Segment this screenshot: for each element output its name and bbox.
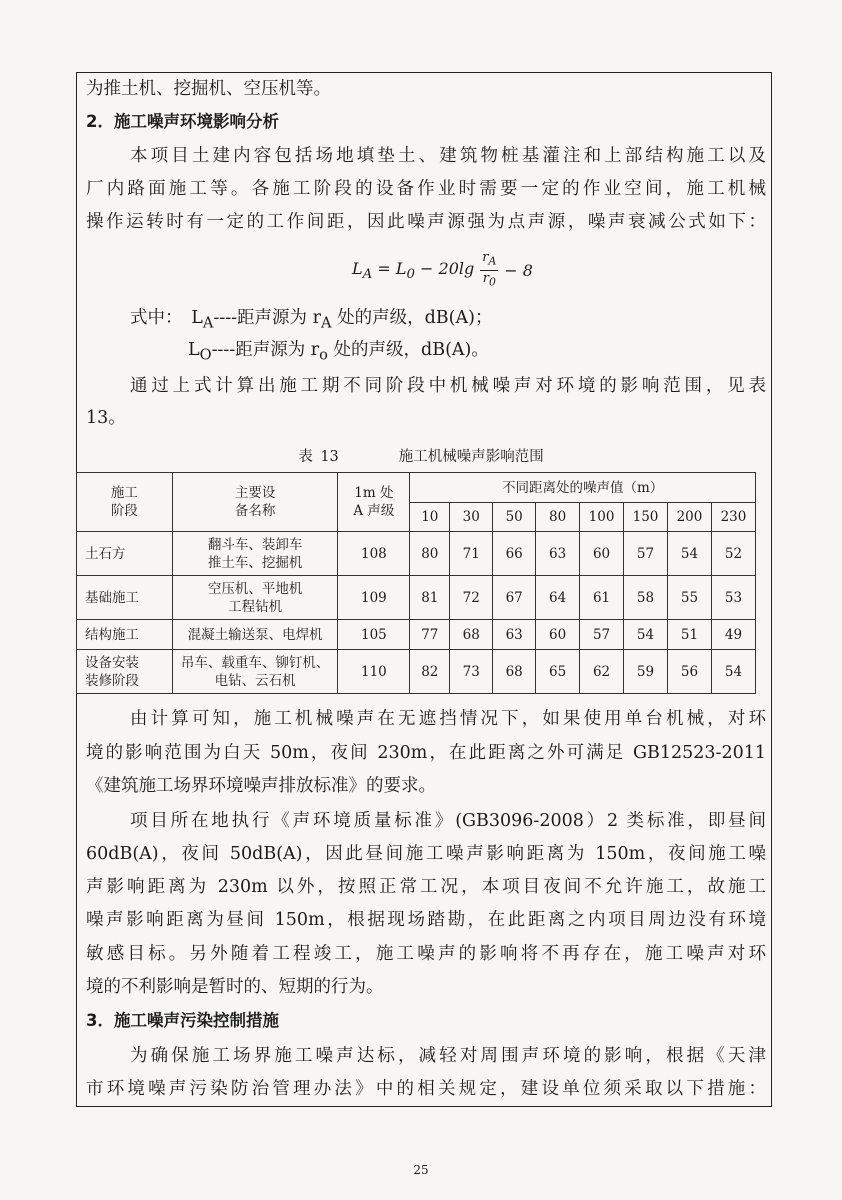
value-cell: 68 xyxy=(450,620,493,650)
equipment-cell: 吊车、载重车、铆钉机、 电钻、云石机 xyxy=(172,650,338,694)
formula-num: r xyxy=(482,250,489,265)
value-cell: 57 xyxy=(624,532,668,576)
paragraph-line: 操作运转时有一定的工作间距，因此噪声源强为点声源，噪声衰减公式如下： xyxy=(86,212,766,232)
value-cell: 80 xyxy=(410,532,450,576)
stage-cell: 结构施工 xyxy=(77,620,173,650)
level-cell: 109 xyxy=(338,576,410,620)
formula-den-sub: 0 xyxy=(488,275,496,289)
header-equipment: 主要设 备名称 xyxy=(172,473,338,532)
stage-cell: 土石方 xyxy=(77,532,173,576)
paragraph-line: 60dB(A)，夜间 50dB(A)，因此昼间施工噪声影响距离为 150m，夜间施工噪 xyxy=(86,844,766,864)
header-a-level: 1m 处 A 声级 xyxy=(338,473,410,532)
table-row xyxy=(77,576,756,620)
table-title: 施工机械噪声影响范围 xyxy=(398,449,544,465)
where-text: ----距声源为 r xyxy=(213,308,321,328)
where-text: ----距声源为 r xyxy=(211,340,320,360)
paragraph-line: 境的不利影响是暂时的、短期的行为。 xyxy=(86,977,384,997)
where-label: L xyxy=(188,340,200,360)
where-text: 处的声级，dB(A)。 xyxy=(327,340,489,360)
distance-cell: 230 xyxy=(711,503,755,532)
distance-cell: 200 xyxy=(668,503,712,532)
distance-cell: 150 xyxy=(624,503,668,532)
value-cell: 49 xyxy=(711,620,755,650)
header-stage: 施工 阶段 xyxy=(77,473,173,532)
noise-range-table xyxy=(76,472,756,694)
value-cell: 82 xyxy=(410,650,450,694)
paragraph-line: 本项目土建内容包括场地填垫土、建筑物桩基灌注和上部结构施工以及 xyxy=(130,146,766,166)
where-sub: A xyxy=(202,314,214,332)
section-heading-3: 3．施工噪声污染控制措施 xyxy=(86,1011,279,1030)
value-cell: 54 xyxy=(668,532,712,576)
value-cell: 65 xyxy=(536,650,580,694)
formula-fraction xyxy=(480,250,498,290)
value-cell: 58 xyxy=(624,576,668,620)
value-cell: 66 xyxy=(493,532,536,576)
equipment-cell: 翻斗车、装卸车 推土车、挖掘机 xyxy=(172,532,338,576)
value-cell: 73 xyxy=(450,650,493,694)
value-cell: 64 xyxy=(536,576,580,620)
paragraph-line: 通过上式计算出施工期不同阶段中机械噪声对环境的影响范围，见表 xyxy=(130,376,766,396)
distance-cell: 80 xyxy=(536,503,580,532)
value-cell: 59 xyxy=(624,650,668,694)
formula-where-line-2 xyxy=(188,339,766,367)
where-text: 处的声级，dB(A)； xyxy=(331,308,493,328)
table-row xyxy=(77,620,756,650)
page-number: 25 xyxy=(413,1163,429,1177)
paragraph-line: 为确保施工场界施工噪声达标，减轻对周围声环境的影响，根据《天津 xyxy=(130,1046,766,1066)
paragraph-line: 声影响距离为 230m 以外，按照正常工况，本项目夜间不允许施工，故施工 xyxy=(86,877,766,897)
value-cell: 62 xyxy=(580,650,624,694)
table-caption xyxy=(0,445,842,466)
formula-tail: − 8 xyxy=(504,260,533,280)
attenuation-formula xyxy=(352,250,533,290)
formula-l0-sub: 0 xyxy=(406,266,415,282)
distance-cell: 50 xyxy=(493,503,536,532)
value-cell: 81 xyxy=(410,576,450,620)
formula-where-line-1 xyxy=(130,307,766,335)
formula-mid: − 20lg xyxy=(414,258,475,278)
paragraph-line: 项目所在地执行《声环境质量标准》(GB3096-2008）2 类标准，即昼间 xyxy=(130,811,766,831)
where-sub: A xyxy=(321,314,332,332)
paragraph-line: 由计算可知，施工机械噪声在无遮挡情况下，如果使用单台机械，对环 xyxy=(130,709,766,729)
paragraph-line: 境的影响范围为白天 50m，夜间 230m，在此距离之外可满足 GB12523-2011 xyxy=(86,743,766,763)
section-heading-2: 2．施工噪声环境影响分析 xyxy=(86,112,279,131)
where-label: 式中： L xyxy=(130,308,203,328)
value-cell: 53 xyxy=(711,576,755,620)
table-number: 表 13 xyxy=(298,449,339,465)
paragraph-line: 厂内路面施工等。各施工阶段的设备作业时需要一定的作业空间，施工机械 xyxy=(86,179,766,199)
formula-eq: = L xyxy=(372,258,407,278)
value-cell: 56 xyxy=(668,650,712,694)
value-cell: 68 xyxy=(493,650,536,694)
formula-num-sub: A xyxy=(488,254,497,268)
value-cell: 52 xyxy=(711,532,755,576)
equipment-cell: 混凝土输送泵、电焊机 xyxy=(172,620,338,650)
distance-cell: 10 xyxy=(410,503,450,532)
value-cell: 71 xyxy=(450,532,493,576)
paragraph-line: 市环境噪声污染防治管理办法》中的相关规定，建设单位须采取以下措施： xyxy=(86,1079,766,1099)
where-sub: o xyxy=(319,346,328,364)
stage-cell: 基础施工 xyxy=(77,576,173,620)
value-cell: 51 xyxy=(668,620,712,650)
value-cell: 61 xyxy=(580,576,624,620)
value-cell: 60 xyxy=(580,532,624,576)
where-sub: O xyxy=(199,346,212,364)
value-cell: 54 xyxy=(711,650,755,694)
formula-lhs: L xyxy=(352,258,363,278)
value-cell: 63 xyxy=(536,532,580,576)
paragraph-line: 《建筑施工场界环境噪声排放标准》的要求。 xyxy=(86,776,436,796)
table-row xyxy=(77,650,756,694)
formula-lhs-sub: A xyxy=(362,266,373,282)
paragraph-line: 为推土机、挖掘机、空压机等。 xyxy=(86,79,331,99)
level-cell: 108 xyxy=(338,532,410,576)
equipment-cell: 空压机、平地机 工程钻机 xyxy=(172,576,338,620)
value-cell: 54 xyxy=(624,620,668,650)
value-cell: 57 xyxy=(580,620,624,650)
distance-cell: 100 xyxy=(580,503,624,532)
header-distance-group: 不同距离处的噪声值（m） xyxy=(410,473,756,503)
value-cell: 77 xyxy=(410,620,450,650)
formula-den: r xyxy=(482,270,489,286)
table-row xyxy=(77,532,756,576)
value-cell: 60 xyxy=(536,620,580,650)
value-cell: 72 xyxy=(450,576,493,620)
value-cell: 63 xyxy=(493,620,536,650)
value-cell: 55 xyxy=(668,576,712,620)
level-cell: 110 xyxy=(338,650,410,694)
distance-cell: 30 xyxy=(450,503,493,532)
value-cell: 67 xyxy=(493,576,536,620)
stage-cell: 设备安装 装修阶段 xyxy=(77,650,173,694)
level-cell: 105 xyxy=(338,620,410,650)
table-header-row xyxy=(77,473,756,503)
paragraph-line: 13。 xyxy=(86,408,126,428)
paragraph-line: 噪声影响距离为昼间 150m，根据现场踏勘，在此距离之内项目周边没有环境 xyxy=(86,910,766,930)
paragraph-line: 敏感目标。另外随着工程竣工，施工噪声的影响将不再存在，施工噪声对环 xyxy=(86,944,766,964)
